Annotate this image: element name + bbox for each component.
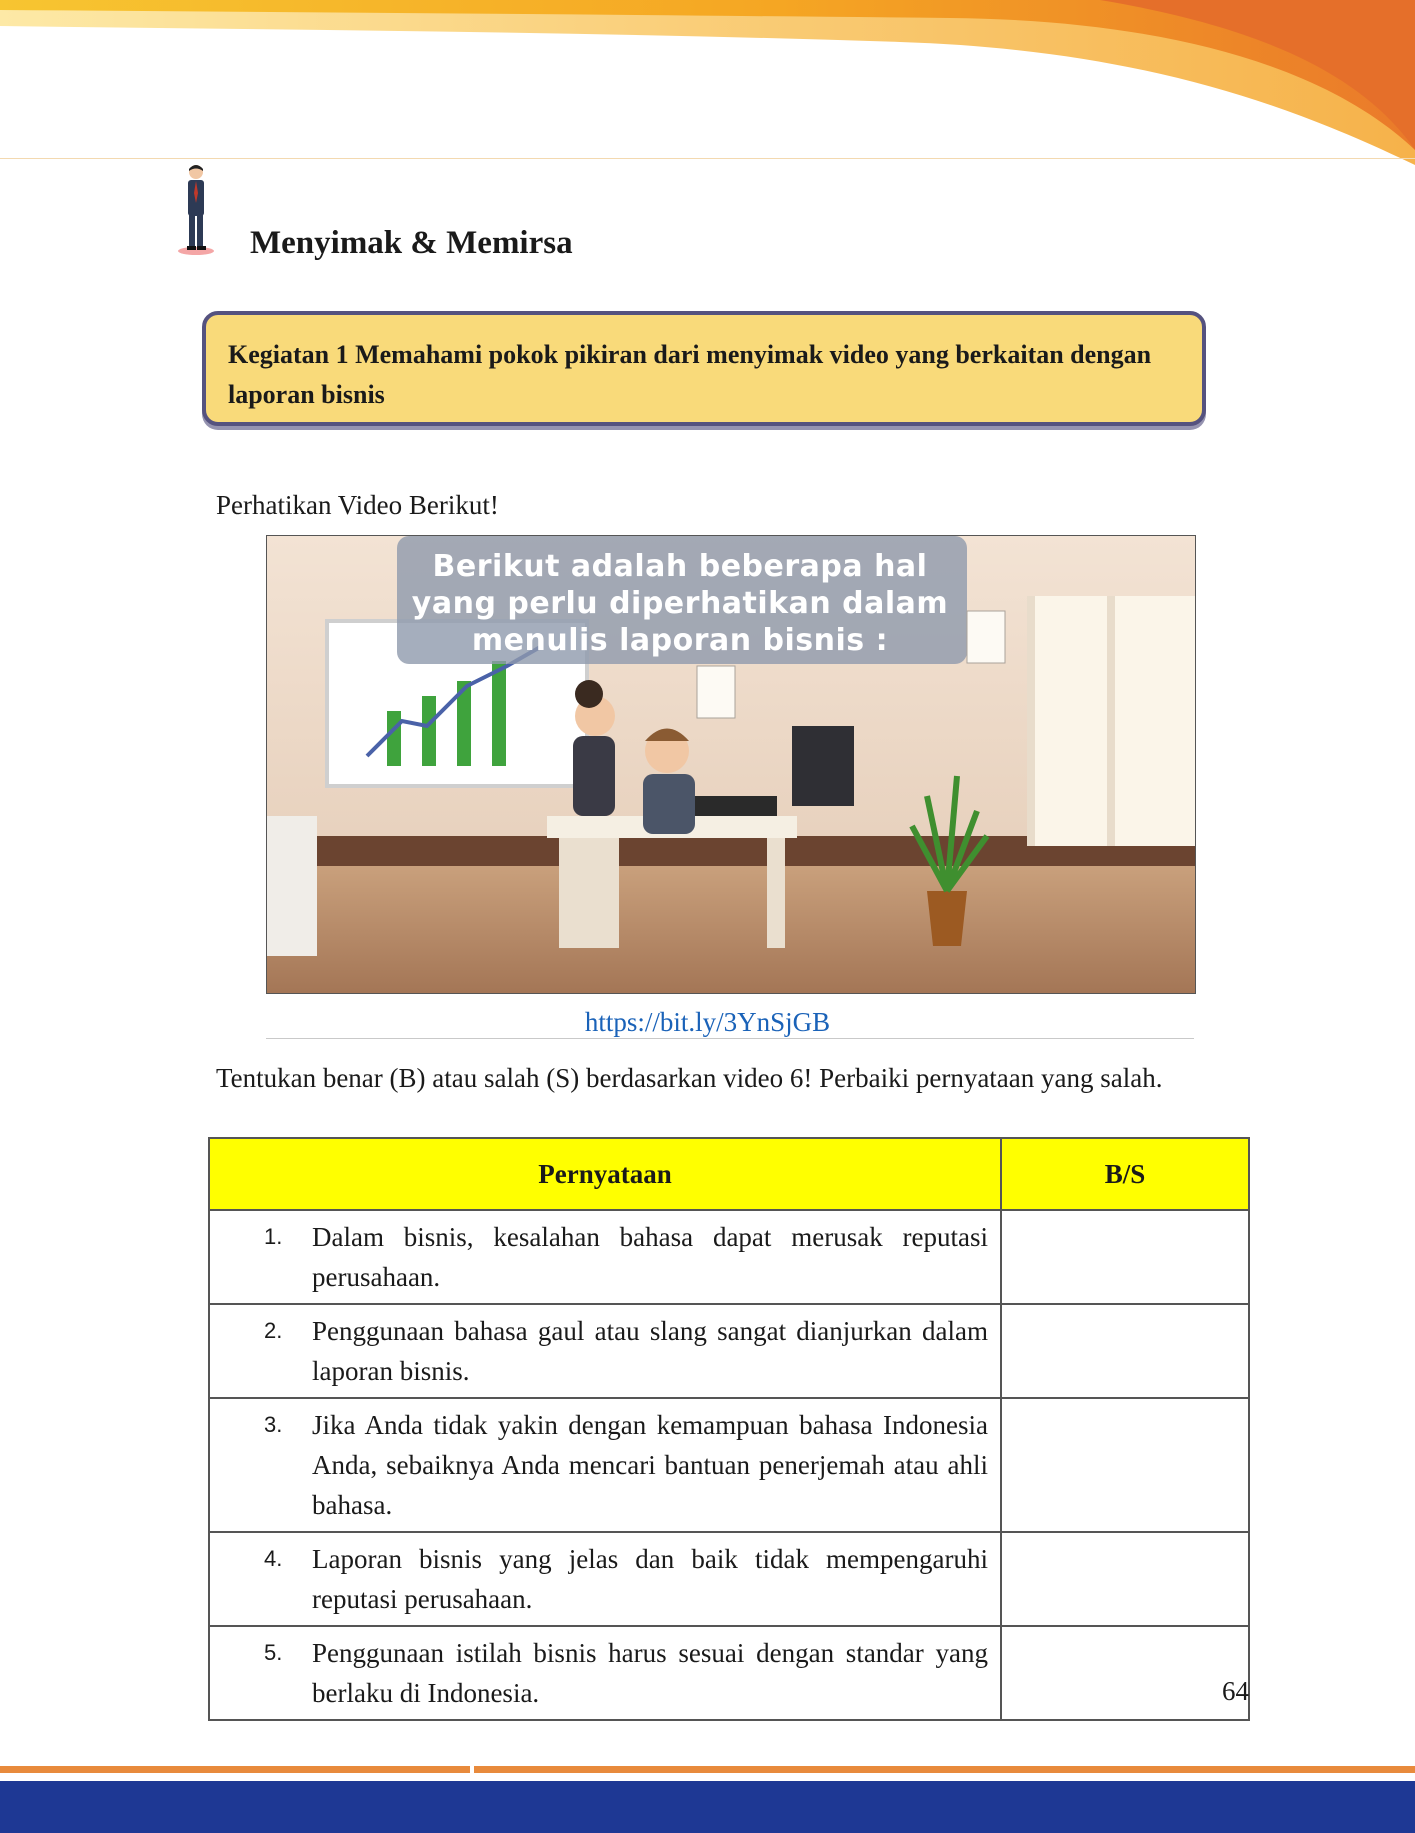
table-row	[209, 1398, 1249, 1532]
activity-title: Kegiatan 1 Memahami pokok pikiran dari menyimak video yang berkaitan dengan laporan bisnis	[228, 340, 1152, 409]
page-number: 64	[1222, 1676, 1249, 1706]
table-header-row	[209, 1138, 1249, 1210]
statement-number: 2.	[264, 1318, 283, 1343]
table-row	[209, 1626, 1249, 1720]
video-link[interactable]: https://bit.ly/3YnSjGB	[584, 1007, 831, 1037]
table-row	[209, 1532, 1249, 1626]
header-swoosh-decoration	[0, 0, 1415, 170]
table-row	[209, 1210, 1249, 1304]
statement-cell	[209, 1304, 1001, 1398]
statement-number: 1.	[264, 1224, 283, 1249]
answer-cell[interactable]	[1001, 1304, 1249, 1398]
header-answer: B/S	[1001, 1138, 1249, 1210]
activity-box	[202, 311, 1206, 426]
instruction-text: Tentukan benar (B) atau salah (S) berdasarkan video 6! Perbaiki pernyataan yang salah.	[216, 1063, 1163, 1093]
video-caption: Berikut adalah beberapa hal yang perlu diperhatikan dalam menulis laporan bisnis :	[411, 549, 949, 658]
answer-cell[interactable]	[1001, 1532, 1249, 1626]
video-intro-text: Perhatikan Video Berikut!	[216, 490, 499, 520]
statement-text: Jika Anda tidak yakin dengan kemampuan bahasa Indonesia Anda, sebaiknya Anda mencari bantuan penerjemah atau ahli bahasa.	[312, 1410, 988, 1520]
statement-cell	[209, 1398, 1001, 1532]
statement-number: 3.	[264, 1412, 283, 1437]
section-title: Menyimak & Memirsa	[250, 225, 573, 261]
answer-cell[interactable]	[1001, 1398, 1249, 1532]
statement-text: Laporan bisnis yang jelas dan baik tidak mempengaruhi reputasi perusahaan.	[312, 1544, 988, 1614]
businessman-mascot-icon	[176, 163, 216, 255]
statement-number: 5.	[264, 1640, 283, 1665]
statement-text: Penggunaan bahasa gaul atau slang sangat dianjurkan dalam laporan bisnis.	[312, 1316, 988, 1386]
statement-text: Dalam bisnis, kesalahan bahasa dapat merusak reputasi perusahaan.	[312, 1222, 988, 1292]
footer-blue-band	[0, 1781, 1415, 1833]
table-row	[209, 1304, 1249, 1398]
statement-cell	[209, 1626, 1001, 1720]
statement-number: 4.	[264, 1546, 283, 1571]
header-statement: Pernyataan	[209, 1138, 1001, 1210]
footer-stripe-gap	[470, 1766, 474, 1773]
header-divider	[0, 158, 1415, 159]
statements-table	[208, 1137, 1250, 1721]
statement-cell	[209, 1532, 1001, 1626]
answer-cell[interactable]	[1001, 1626, 1249, 1720]
statement-text: Penggunaan istilah bisnis harus sesuai dengan standar yang berlaku di Indonesia.	[312, 1638, 988, 1708]
video-thumbnail[interactable]	[266, 535, 1196, 994]
statement-cell	[209, 1210, 1001, 1304]
answer-cell[interactable]	[1001, 1210, 1249, 1304]
footer-orange-stripe	[0, 1766, 1415, 1773]
link-divider	[266, 1038, 1194, 1039]
